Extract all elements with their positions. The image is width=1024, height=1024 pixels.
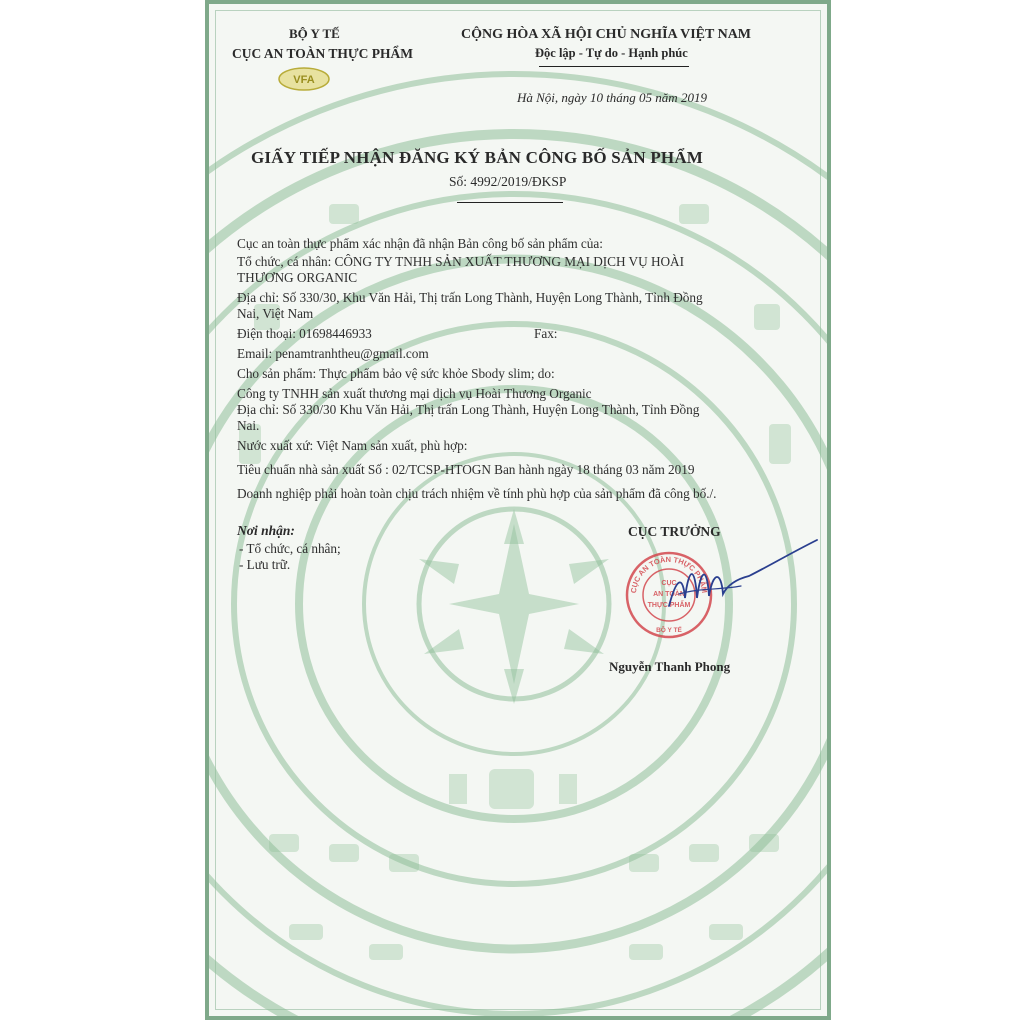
signer-name: Nguyễn Thanh Phong [609,659,731,674]
stamp-inner-text-1: CỤC [661,580,677,587]
vfa-logo [277,66,331,92]
manufacturer-line: Công ty TNHH sản xuất thương mại dịch vụ Hoài Thương Organic [237,386,592,401]
organization-line-2: THƯƠNG ORGANIC [237,270,358,285]
stamp-bottom-text: BỘ Y TẾ [656,627,682,634]
origin-line: Nước xuất xứ: Việt Nam sản xuất, phù hợp: [237,438,468,453]
document-number: Số: 4992/2019/ĐKSP [449,174,567,189]
stamp-inner-text-2: AN TOÀN [653,591,685,598]
country-name: CỘNG HÒA XÃ HỘI CHỦ NGHĨA VIỆT NAM [461,27,752,42]
email-line: Email: penamtranhtheu@gmail.com [237,346,429,361]
standard-line: Tiêu chuẩn nhà sản xuất Số : 02/TCSP-HTOGN Ban hành ngày 18 tháng 03 năm 2019 [237,462,695,477]
recipient-item-2: - Lưu trữ. [239,557,291,572]
motto-underline [539,66,689,67]
signer-position: CỤC TRƯỞNG [628,524,721,539]
svg-text:VFA: VFA [293,74,315,86]
address-line-2: Nai, Việt Nam [237,306,314,321]
title-underline [457,202,563,203]
national-motto: Độc lập - Tự do - Hạnh phúc [535,46,688,60]
stamp-outer-text: CỤC AN TOÀN THỰC PHẨM [628,554,710,594]
recipients-heading: Nơi nhận: [237,523,295,538]
handwritten-signature [649,536,829,626]
product-line: Cho sản phẩm: Thực phẩm bảo vệ sức khỏe Sbody slim; do: [237,366,555,381]
manufacturer-address-1: Địa chỉ: Số 330/30 Khu Văn Hải, Thị trấn Long Thành, Huyện Long Thành, Tỉnh Đồng [237,402,700,417]
agency-name: CỤC AN TOÀN THỰC PHẨM [232,46,414,61]
document-paper [205,0,831,1020]
organization-line-1: Tổ chức, cá nhân: CÔNG TY TNHH SẢN XUẤT THƯƠNG MẠI DỊCH VỤ HOÀI [237,254,684,269]
ministry-name: BỘ Y TẾ [289,26,340,41]
recipient-item-1: - Tổ chức, cá nhân; [239,541,341,556]
intro-line: Cục an toàn thực phẩm xác nhận đã nhận Bản công bố sản phẩm của: [237,236,603,251]
responsibility-line: Doanh nghiệp phải hoàn toàn chịu trách nhiệm về tính phù hợp của sản phẩm đã công bố./. [237,486,717,501]
address-line-1: Địa chỉ: Số 330/30, Khu Văn Hải, Thị trấn Long Thành, Huyện Long Thành, Tỉnh Đồng [237,290,703,305]
document-title: GIẤY TIẾP NHẬN ĐĂNG KÝ BẢN CÔNG BỐ SẢN PHẨM [251,148,704,167]
manufacturer-address-2: Nai. [237,418,260,433]
phone-line: Điện thoại: 01698446933 [237,326,372,341]
stamp-inner-text-3: THỰC PHẨM [647,602,691,609]
place-date: Hà Nội, ngày 10 tháng 05 năm 2019 [517,90,707,105]
fax-line: Fax: [534,326,558,341]
